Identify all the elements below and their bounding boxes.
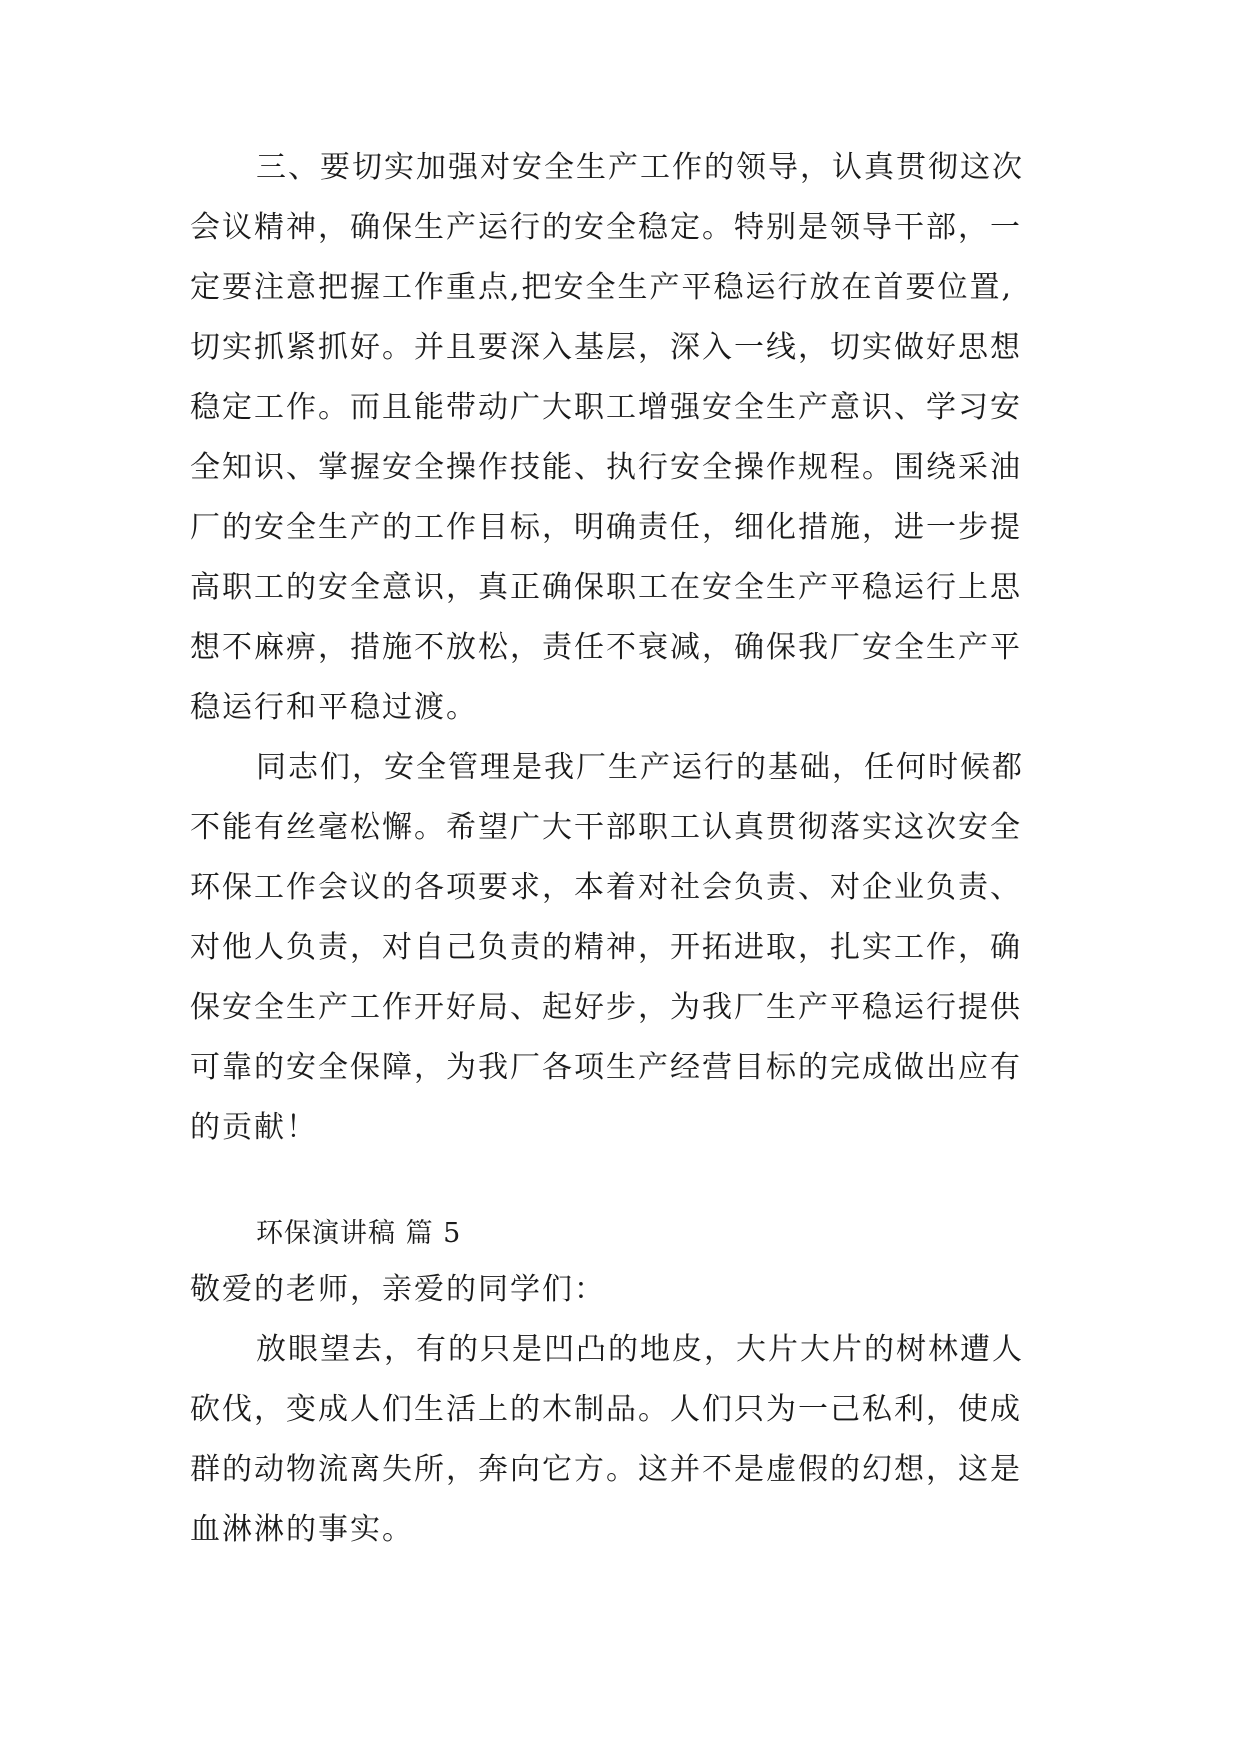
paragraph-line: 稳运行和平稳过渡。 — [190, 690, 478, 725]
paragraph-line: 三、要切实加强对安全生产工作的领导，认真贯彻这次 — [256, 150, 1024, 185]
paragraph-line: 保安全生产工作开好局、起好步，为我厂生产平稳运行提供 — [190, 990, 1022, 1025]
paragraph-line: 同志们，安全管理是我厂生产运行的基础，任何时候都 — [256, 750, 1024, 785]
paragraph-line: 环保工作会议的各项要求，本着对社会负责、对企业负责、 — [190, 870, 1022, 905]
article-title: 环保演讲稿 篇 5 — [256, 1218, 462, 1249]
paragraph-line: 可靠的安全保障，为我厂各项生产经营目标的完成做出应有 — [190, 1050, 1022, 1085]
paragraph-line: 的贡献！ — [190, 1110, 318, 1145]
paragraph-line: 厂的安全生产的工作目标，明确责任，细化措施，进一步提 — [190, 510, 1022, 545]
paragraph-line: 高职工的安全意识，真正确保职工在安全生产平稳运行上思 — [190, 570, 1022, 605]
paragraph-line: 对他人负责，对自己负责的精神，开拓进取，扎实工作，确 — [190, 930, 1022, 965]
greeting-line: 敬爱的老师，亲爱的同学们： — [190, 1272, 606, 1307]
paragraph-line: 群的动物流离失所，奔向它方。这并不是虚假的幻想，这是 — [190, 1452, 1022, 1487]
paragraph-line: 定要注意把握工作重点,把安全生产平稳运行放在首要位置, — [190, 270, 1014, 305]
paragraph-line: 稳定工作。而且能带动广大职工增强安全生产意识、学习安 — [190, 390, 1022, 425]
paragraph-line: 砍伐，变成人们生活上的木制品。人们只为一己私利，使成 — [190, 1392, 1022, 1427]
paragraph-line: 血淋淋的事实。 — [190, 1512, 414, 1547]
paragraph-line: 切实抓紧抓好。并且要深入基层，深入一线，切实做好思想 — [190, 330, 1022, 365]
paragraph-line: 想不麻痹，措施不放松，责任不衰减，确保我厂安全生产平 — [190, 630, 1022, 665]
paragraph-line: 不能有丝毫松懈。希望广大干部职工认真贯彻落实这次安全 — [190, 810, 1022, 845]
paragraph-line: 全知识、掌握安全操作技能、执行安全操作规程。围绕采油 — [190, 450, 1022, 485]
paragraph-line: 放眼望去，有的只是凹凸的地皮，大片大片的树林遭人 — [256, 1332, 1024, 1367]
paragraph-line: 会议精神，确保生产运行的安全稳定。特别是领导干部，一 — [190, 210, 1022, 245]
